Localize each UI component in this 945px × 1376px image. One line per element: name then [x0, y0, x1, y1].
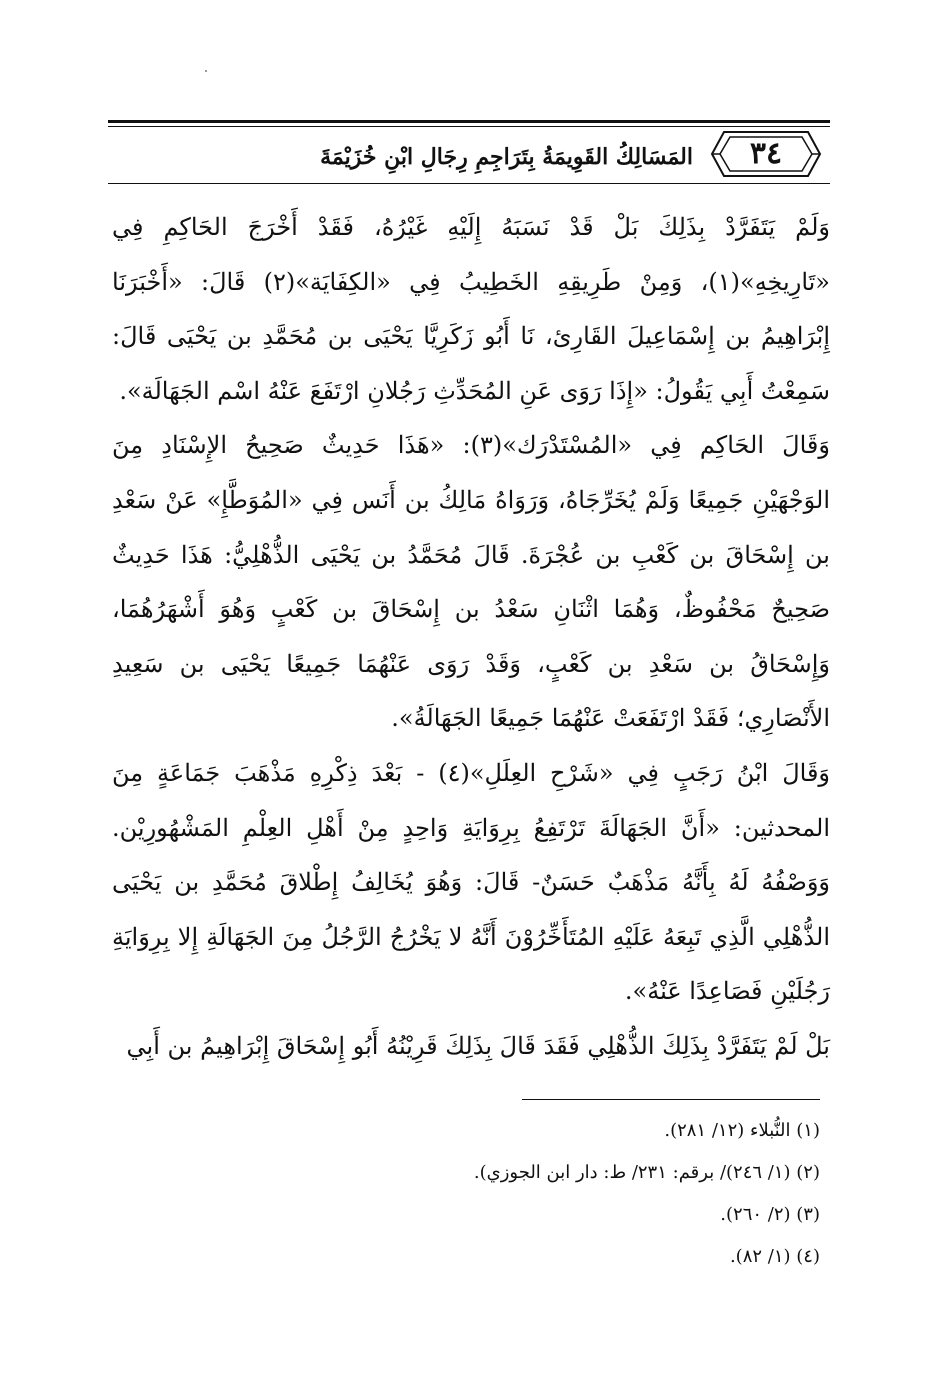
footnotes — [220, 1110, 820, 1278]
footnote-separator — [522, 1099, 820, 1100]
main-text — [112, 200, 830, 1074]
footnote: (٣) (٢/ ٢٦٠). — [720, 1204, 820, 1225]
running-title: المَسَالِكُ القَوِيمَةُ بِتَرَاجِمِ رِجَالِ ابْنِ خُزَيْمَةَ — [320, 144, 693, 170]
page-header — [108, 112, 830, 194]
footnote: (٤) (١/ ٨٢). — [729, 1246, 820, 1267]
scan-dot — [205, 70, 207, 72]
page-number-frame — [710, 128, 822, 180]
footnote: (٢) (١/ ٢٤٦)/ برقم: ٢٣١/ ط: دار ابن الجوزي). — [473, 1162, 820, 1183]
header-rule-bottom — [108, 183, 830, 184]
paragraph: وَقَالَ ابْنُ رَجَبٍ فِي «شَرْحِ العِلَلِ»(٤) - بَعْدَ ذِكْرِهِ مَذْهَبَ جَمَاعَةٍ مِنَ المحدثين: «أَنَّ الجَهَالَةَ تَرْتَفِعُ بِرِوَايَةِ وَاحِدٍ مِنْ أَهْلِ العِلْمِ المَشْهُورِيْن. وَوَصْفُهُ لَهُ بِأَنَّهُ مَذْهَبٌ حَسَنٌ- قَالَ: وَهُوَ يُخَالِفُ إِطْلاقَ مُحَمَّدِ بن يَحْيَى الذُّهْلِي الَّذِي تَبِعَهُ عَلَيْهِ المُتَأَخِّرُوْنَ أَنَّهُ لا يَخْرُجُ الرَّجُلُ مِنَ الجَهَالَةِ إِلا بِرِوَايَةِ رَجُلَيْنِ فَصَاعِدًا عَنْهُ». — [112, 758, 831, 1006]
header-rule-thick — [108, 120, 830, 123]
page-number: ٣٤ — [749, 136, 783, 171]
footnote: (١) النُّبلاء (١٢/ ٢٨١). — [664, 1120, 820, 1141]
paragraph: وَقَالَ الحَاكِم فِي «المُسْتَدْرَك»(٣): «هَذَا حَدِيثٌ صَحِيحُ الإِسْنَادِ مِنَ الوَجْهَيْنِ جَمِيعًا وَلَمْ يُخَرِّجَاهُ، وَرَوَاهُ مَالِكُ بن أَنَس فِي «المُوَطَّإِ» عَنْ سَعْدِ بن إِسْحَاقَ بن كَعْبِ بن عُجْرَةَ. قَالَ مُحَمَّدُ بن يَحْيَى الذُّهْلِيُّ: هَذَا حَدِيثٌ صَحِيحٌ مَحْفُوظٌ، وَهُمَا اثْنَانِ سَعْدُ بن إِسْحَاقَ بن كَعْبٍ وَهُوَ أَشْهَرُهُمَا، وَإِسْحَاقُ بن سَعْدِ بن كَعْبٍ، وَقَدْ رَوَى عَنْهُمَا جَمِيعًا يَحْيَى بن سَعِيدِ الأَنْصَارِي؛ فَقَدْ ارْتَفَعَتْ عَنْهُمَا جَمِيعًا الجَهَالَةُ». — [112, 431, 830, 733]
header-rule-thin — [108, 126, 830, 127]
paragraph: بَلْ لَمْ يَتَفَرَّدْ بِذَلِكَ الذُّهْلِي فَقَدَ قَالَ بِذَلِكَ قَرِيْنُهُ أَبُو إِسْحَاقَ إِبْرَاهِيمُ بن أَبِي — [126, 1031, 830, 1060]
paragraph: وَلَمْ يَتَفَرَّدْ بِذَلِكَ بَلْ قَدْ نَسَبَهُ إِلَيْهِ غَيْرُهُ، فَقَدْ أَخْرَجَ الحَاكِمِ فِي «تَارِيخِهِ»(١)، وَمِنْ طَرِيقِهِ الخَطِيبُ فِي «الكِفَايَة»(٢) قَالَ: «أَخْبَرَنَا إِبْرَاهِيمُ بن إِسْمَاعِيلَ القَارِئ، نَا أَبُو زَكَرِيَّا يَحْيَى بن مُحَمَّدِ بن يَحْيَى قَالَ: سَمِعْتُ أَبِي يَقُولُ: «إِذَا رَوَى عَنِ المُحَدِّثِ رَجُلانِ ارْتَفَعَ عَنْهُ اسْم الجَهَالَة». — [112, 213, 831, 405]
